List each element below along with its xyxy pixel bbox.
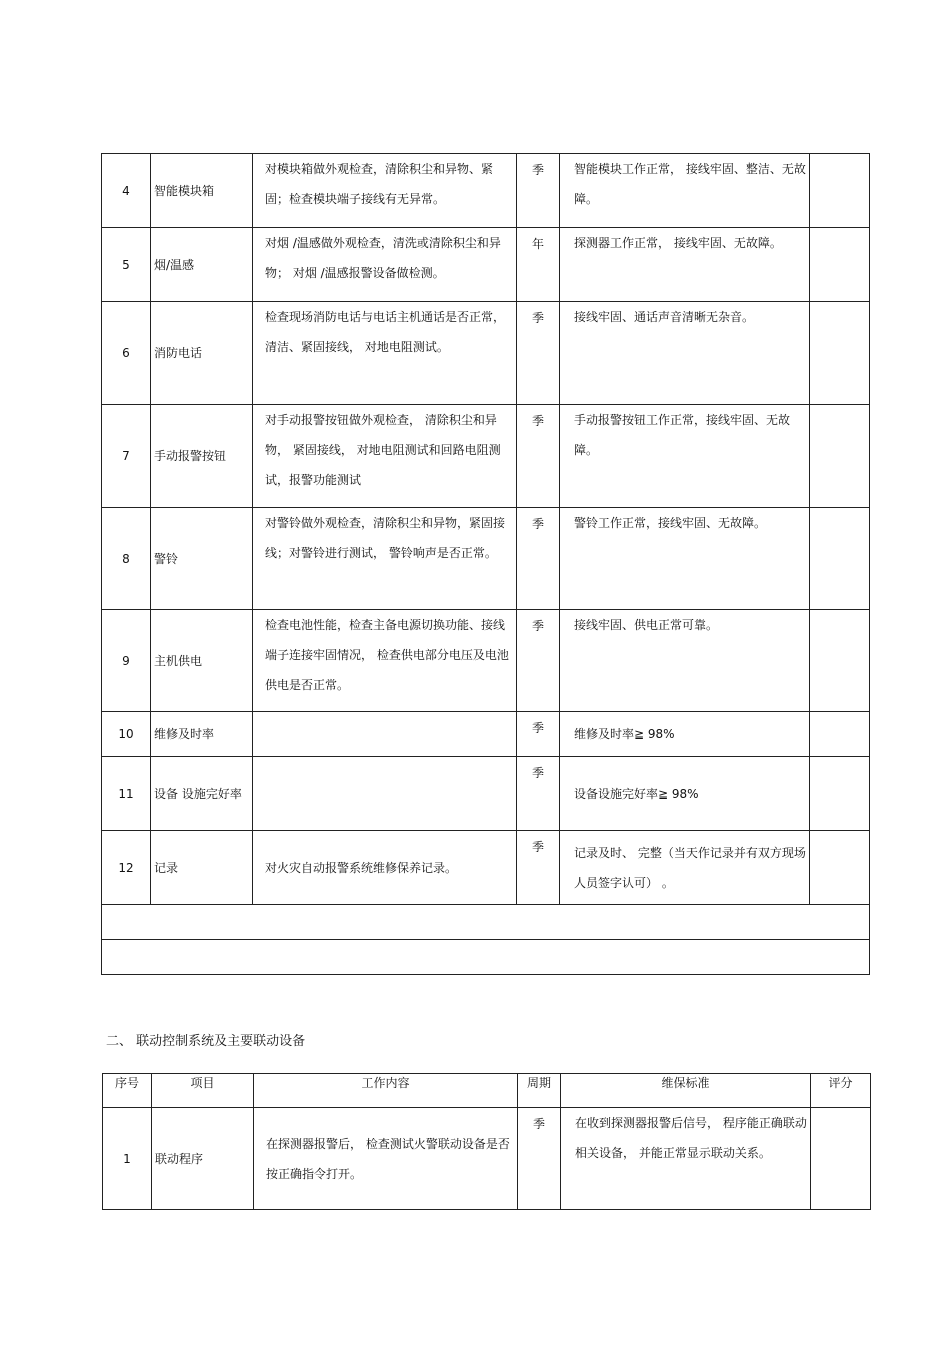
- table-row: [102, 610, 870, 712]
- row-content: 对警铃做外观检查，清除积尘和异物，紧固接线；对警铃进行测试， 警铃响声是否正常。: [253, 508, 517, 610]
- row-standard: 维修及时率≧ 98%: [560, 712, 810, 757]
- row-period: 季: [517, 154, 560, 228]
- row-score: [811, 1108, 871, 1210]
- table-row: [102, 228, 870, 302]
- row-item: 设备 设施完好率: [151, 757, 253, 831]
- table-row: [102, 405, 870, 508]
- row-score: [810, 508, 870, 610]
- row-score: [810, 302, 870, 405]
- row-score: [810, 757, 870, 831]
- blank-cell: [102, 905, 870, 940]
- row-item: 消防电话: [151, 302, 253, 405]
- row-number: 5: [102, 228, 151, 302]
- maintenance-table-linkage: [102, 1073, 871, 1210]
- row-standard: 手动报警按钮工作正常，接线牢固、无故障。: [560, 405, 810, 508]
- table-header-row: [103, 1074, 871, 1108]
- row-standard: 接线牢固、通话声音清晰无杂音。: [560, 302, 810, 405]
- row-item: 警铃: [151, 508, 253, 610]
- header-content: 工作内容: [254, 1074, 518, 1108]
- row-number: 1: [103, 1108, 152, 1210]
- row-number: 7: [102, 405, 151, 508]
- row-score: [810, 154, 870, 228]
- row-period: 季: [518, 1108, 561, 1210]
- row-standard: 接线牢固、供电正常可靠。: [560, 610, 810, 712]
- row-content: 对模块箱做外观检查，清除积尘和异物、紧固；检查模块端子接线有无异常。: [253, 154, 517, 228]
- section-title: 二、 联动控制系统及主要联动设备: [106, 1034, 306, 1049]
- row-content: 检查电池性能，检查主备电源切换功能、接线端子连接牢固情况， 检查供电部分电压及电池供电是否正常。: [253, 610, 517, 712]
- row-item: 主机供电: [151, 610, 253, 712]
- row-item: 维修及时率: [151, 712, 253, 757]
- table-row-blank: [102, 905, 870, 940]
- row-period: 季: [517, 405, 560, 508]
- table-row: [102, 712, 870, 757]
- row-standard: 设备设施完好率≧ 98%: [560, 757, 810, 831]
- row-standard: 记录及时、 完整（当天作记录并有双方现场人员签字认可） 。: [560, 831, 810, 905]
- row-number: 12: [102, 831, 151, 905]
- table-row-blank: [102, 940, 870, 975]
- row-standard: 智能模块工作正常， 接线牢固、整洁、无故障。: [560, 154, 810, 228]
- row-period: 季: [517, 712, 560, 757]
- row-number: 4: [102, 154, 151, 228]
- row-number: 10: [102, 712, 151, 757]
- row-content: 在探测器报警后， 检查测试火警联动设备是否按正确指令打开。: [254, 1108, 518, 1210]
- row-item: 联动程序: [152, 1108, 254, 1210]
- table-row: [102, 757, 870, 831]
- header-item: 项目: [152, 1074, 254, 1108]
- row-number: 6: [102, 302, 151, 405]
- row-standard: 探测器工作正常， 接线牢固、无故障。: [560, 228, 810, 302]
- row-score: [810, 405, 870, 508]
- row-item: 智能模块箱: [151, 154, 253, 228]
- row-item: 记录: [151, 831, 253, 905]
- row-content: [253, 712, 517, 757]
- row-content: 对烟 /温感做外观检查，清洗或清除积尘和异物； 对烟 /温感报警设备做检测。: [253, 228, 517, 302]
- row-content: [253, 757, 517, 831]
- header-standard: 维保标准: [561, 1074, 811, 1108]
- row-content: 对手动报警按钮做外观检查， 清除积尘和异物， 紧固接线， 对地电阻测试和回路电阻测试，报警功能测试: [253, 405, 517, 508]
- row-score: [810, 831, 870, 905]
- row-period: 季: [517, 302, 560, 405]
- table-row: [103, 1108, 871, 1210]
- row-period: 年: [517, 228, 560, 302]
- row-standard: 警铃工作正常，接线牢固、无故障。: [560, 508, 810, 610]
- header-score: 评分: [811, 1074, 871, 1108]
- maintenance-table-fire-alarm: [101, 153, 870, 975]
- table-row: [102, 302, 870, 405]
- row-period: 季: [517, 757, 560, 831]
- row-score: [810, 228, 870, 302]
- row-number: 11: [102, 757, 151, 831]
- row-period: 季: [517, 610, 560, 712]
- row-content: 检查现场消防电话与电话主机通话是否正常， 清洁、紧固接线， 对地电阻测试。: [253, 302, 517, 405]
- row-score: [810, 610, 870, 712]
- row-standard: 在收到探测器报警后信号， 程序能正确联动相关设备， 并能正常显示联动关系。: [561, 1108, 811, 1210]
- row-content: 对火灾自动报警系统维修保养记录。: [253, 831, 517, 905]
- header-period: 周期: [518, 1074, 561, 1108]
- table-row: [102, 508, 870, 610]
- row-number: 8: [102, 508, 151, 610]
- row-period: 季: [517, 508, 560, 610]
- row-number: 9: [102, 610, 151, 712]
- header-number: 序号: [103, 1074, 152, 1108]
- row-item: 烟/温感: [151, 228, 253, 302]
- row-period: 季: [517, 831, 560, 905]
- row-item: 手动报警按钮: [151, 405, 253, 508]
- row-score: [810, 712, 870, 757]
- table-row: [102, 154, 870, 228]
- blank-cell: [102, 940, 870, 975]
- table-row: [102, 831, 870, 905]
